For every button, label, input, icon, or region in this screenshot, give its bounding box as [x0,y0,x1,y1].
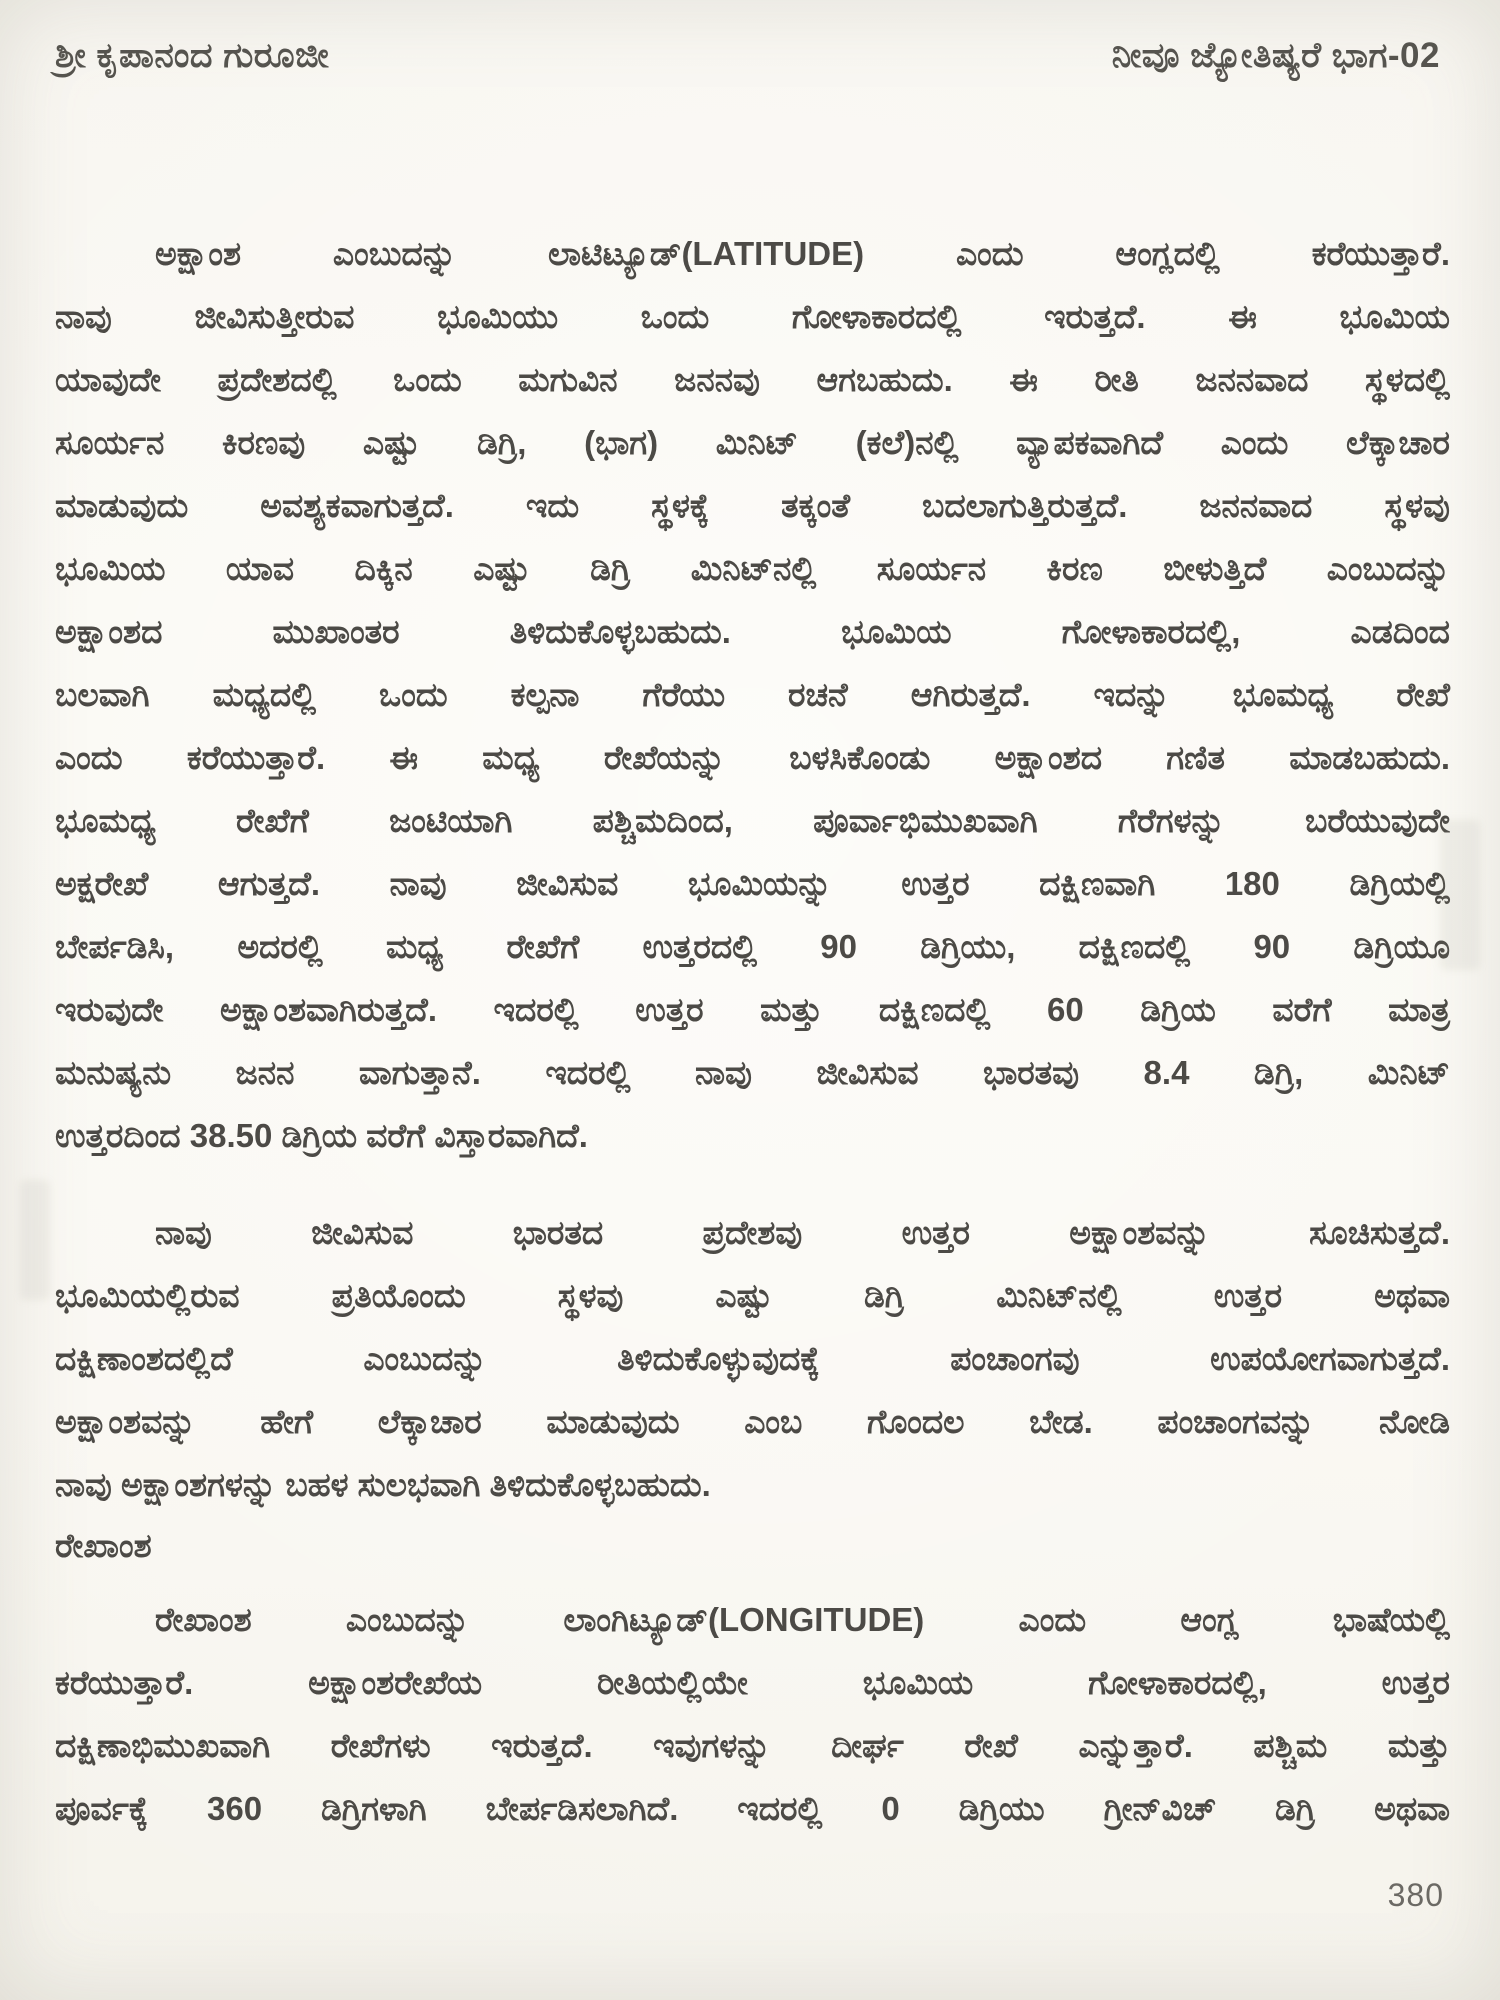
text-line: ಅಕ್ಷರೇಖೆ ಆಗುತ್ತದೆ. ನಾವು ಜೀವಿಸುವ ಭೂಮಿಯನ್ನು ಉತ್ತರ ದಕ್ಷಿಣವಾಗಿ 180 ಡಿಗ್ರಿಯಲ್ಲಿ [55,865,1450,902]
text-line: ಮಾಡುವುದು ಅವಶ್ಯಕವಾಗುತ್ತದೆ. ಇದು ಸ್ಥಳಕ್ಕೆ ತಕ್ಕಂತೆ ಬದಲಾಗುತ್ತಿರುತ್ತದೆ. ಜನನವಾದ ಸ್ಥಳವು [55,487,1450,524]
text-line: ದಕ್ಷಿಣಾಂಶದಲ್ಲಿದೆ ಎಂಬುದನ್ನು ತಿಳಿದುಕೊಳ್ಳುವುದಕ್ಕೆ ಪಂಚಾಂಗವು ಉಪಯೋಗವಾಗುತ್ತದೆ. [55,1340,1450,1377]
scan-bleed-artifact [20,1180,50,1300]
text-line: ಬಲವಾಗಿ ಮಧ್ಯದಲ್ಲಿ ಒಂದು ಕಲ್ಪನಾ ಗೆರೆಯು ರಚನೆ ಆಗಿರುತ್ತದೆ. ಇದನ್ನು ಭೂಮಧ್ಯ ರೇಖೆ [55,676,1450,713]
text-line: ಮನುಷ್ಯನು ಜನನ ವಾಗುತ್ತಾನೆ. ಇದರಲ್ಲಿ ನಾವು ಜೀವಿಸುವ ಭಾರತವು 8.4 ಡಿಗ್ರಿ, ಮಿನಿಟ್ [55,1054,1450,1091]
paragraph-latitude [55,222,1450,1167]
text-line: ಬೇರ್ಪಡಿಸಿ, ಅದರಲ್ಲಿ ಮಧ್ಯ ರೇಖೆಗೆ ಉತ್ತರದಲ್ಲಿ 90 ಡಿಗ್ರಿಯು, ದಕ್ಷಿಣದಲ್ಲಿ 90 ಡಿಗ್ರಿಯೂ [55,928,1450,965]
text-line: ದಕ್ಷಿಣಾಭಿಮುಖವಾಗಿ ರೇಖೆಗಳು ಇರುತ್ತದೆ. ಇವುಗಳನ್ನು ದೀರ್ಘ ರೇಖೆ ಎನ್ನುತ್ತಾರೆ. ಪಶ್ಚಿಮ ಮತ್ತು [55,1727,1450,1764]
text-line: ಭೂಮಿಯಲ್ಲಿರುವ ಪ್ರತಿಯೊಂದು ಸ್ಥಳವು ಎಷ್ಟು ಡಿಗ್ರಿ ಮಿನಿಟ್‌ನಲ್ಲಿ ಉತ್ತರ ಅಥವಾ [55,1277,1450,1314]
text-line: ಎಂದು ಕರೆಯುತ್ತಾರೆ. ಈ ಮಧ್ಯ ರೇಖೆಯನ್ನು ಬಳಸಿಕೊಂಡು ಅಕ್ಷಾಂಶದ ಗಣಿತ ಮಾಡಬಹುದು. [55,739,1450,776]
text-line: ನಾವು ಅಕ್ಷಾಂಶಗಳನ್ನು ಬಹಳ ಸುಲಭವಾಗಿ ತಿಳಿದುಕೊಳ್ಳಬಹುದು. [55,1466,711,1503]
text-line: ಅಕ್ಷಾಂಶವನ್ನು ಹೇಗೆ ಲೆಕ್ಕಾಚಾರ ಮಾಡುವುದು ಎಂಬ ಗೊಂದಲ ಬೇಡ. ಪಂಚಾಂಗವನ್ನು ನೋಡಿ [55,1403,1450,1440]
header-author: ಶ್ರೀ ಕೃಪಾನಂದ ಗುರೂಜೀ [55,36,330,75]
page-number: 380 [1387,1877,1444,1913]
text-line: ಭೂಮಧ್ಯ ರೇಖೆಗೆ ಜಂಟಿಯಾಗಿ ಪಶ್ಚಿಮದಿಂದ, ಪೂರ್ವಾಭಿಮುಖವಾಗಿ ಗೆರೆಗಳನ್ನು ಬರೆಯುವುದೇ [55,802,1450,839]
text-line: ಸೂರ್ಯನ ಕಿರಣವು ಎಷ್ಟು ಡಿಗ್ರಿ, (ಭಾಗ) ಮಿನಿಟ್ (ಕಲೆ)ನಲ್ಲಿ ವ್ಯಾಪಕವಾಗಿದೆ ಎಂದು ಲೆಕ್ಕಾಚಾರ [55,424,1450,461]
text-line: ಅಕ್ಷಾಂಶ ಎಂಬುದನ್ನು ಲಾಟಿಟ್ಯೂಡ್(LATITUDE) ಎಂದು ಆಂಗ್ಲದಲ್ಲಿ ಕರೆಯುತ್ತಾರೆ. [155,235,1450,272]
text-line: ಅಕ್ಷಾಂಶದ ಮುಖಾಂತರ ತಿಳಿದುಕೊಳ್ಳಬಹುದು. ಭೂಮಿಯ ಗೋಳಾಕಾರದಲ್ಲಿ, ಎಡದಿಂದ [55,613,1450,650]
paragraph-panchanga [55,1201,1450,1516]
body-text [55,222,1450,1840]
paragraph-longitude [55,1588,1450,1840]
text-line: ಭೂಮಿಯ ಯಾವ ದಿಕ್ಕಿನ ಎಷ್ಟು ಡಿಗ್ರಿ ಮಿನಿಟ್‌ನಲ್ಲಿ ಸೂರ್ಯನ ಕಿರಣ ಬೀಳುತ್ತಿದೆ ಎಂಬುದನ್ನು [55,550,1450,587]
text-line: ಯಾವುದೇ ಪ್ರದೇಶದಲ್ಲಿ ಒಂದು ಮಗುವಿನ ಜನನವು ಆಗಬಹುದು. ಈ ರೀತಿ ಜನನವಾದ ಸ್ಥಳದಲ್ಲಿ [55,361,1450,398]
text-line: ಪೂರ್ವಕ್ಕೆ 360 ಡಿಗ್ರಿಗಳಾಗಿ ಬೇರ್ಪಡಿಸಲಾಗಿದೆ. ಇದರಲ್ಲಿ 0 ಡಿಗ್ರಿಯು ಗ್ರೀನ್‌ವಿಚ್ ಡಿಗ್ರಿ ಅಥವಾ [55,1790,1450,1827]
page-header [55,36,1440,76]
text-line: ನಾವು ಜೀವಿಸುತ್ತೀರುವ ಭೂಮಿಯು ಒಂದು ಗೋಳಾಕಾರದಲ್ಲಿ ಇರುತ್ತದೆ. ಈ ಭೂಮಿಯ [55,298,1450,335]
text-line: ನಾವು ಜೀವಿಸುವ ಭಾರತದ ಪ್ರದೇಶವು ಉತ್ತರ ಅಕ್ಷಾಂಶವನ್ನು ಸೂಚಿಸುತ್ತದೆ. [155,1214,1450,1251]
header-book-title: ನೀವೂ ಜ್ಯೋತಿಷ್ಯರೆ ಭಾಗ-02 [1111,36,1440,75]
text-line: ರೇಖಾಂಶ ಎಂಬುದನ್ನು ಲಾಂಗಿಟ್ಯೂಡ್(LONGITUDE) ಎಂದು ಆಂಗ್ಲ ಭಾಷೆಯಲ್ಲಿ [155,1601,1450,1638]
text-line: ಇರುವುದೇ ಅಕ್ಷಾಂಶವಾಗಿರುತ್ತದೆ. ಇದರಲ್ಲಿ ಉತ್ತರ ಮತ್ತು ದಕ್ಷಿಣದಲ್ಲಿ 60 ಡಿಗ್ರಿಯ ವರೆಗೆ ಮಾತ್ರ [55,991,1450,1028]
section-heading-rekhamsha: ರೇಖಾಂಶ [55,1527,152,1564]
text-line: ಕರೆಯುತ್ತಾರೆ. ಅಕ್ಷಾಂಶರೇಖೆಯ ರೀತಿಯಲ್ಲಿಯೇ ಭೂಮಿಯ ಗೋಳಾಕಾರದಲ್ಲಿ, ಉತ್ತರ [55,1664,1450,1701]
text-line: ಉತ್ತರದಿಂದ 38.50 ಡಿಗ್ರಿಯ ವರೆಗೆ ವಿಸ್ತಾರವಾಗಿದೆ. [55,1117,588,1154]
